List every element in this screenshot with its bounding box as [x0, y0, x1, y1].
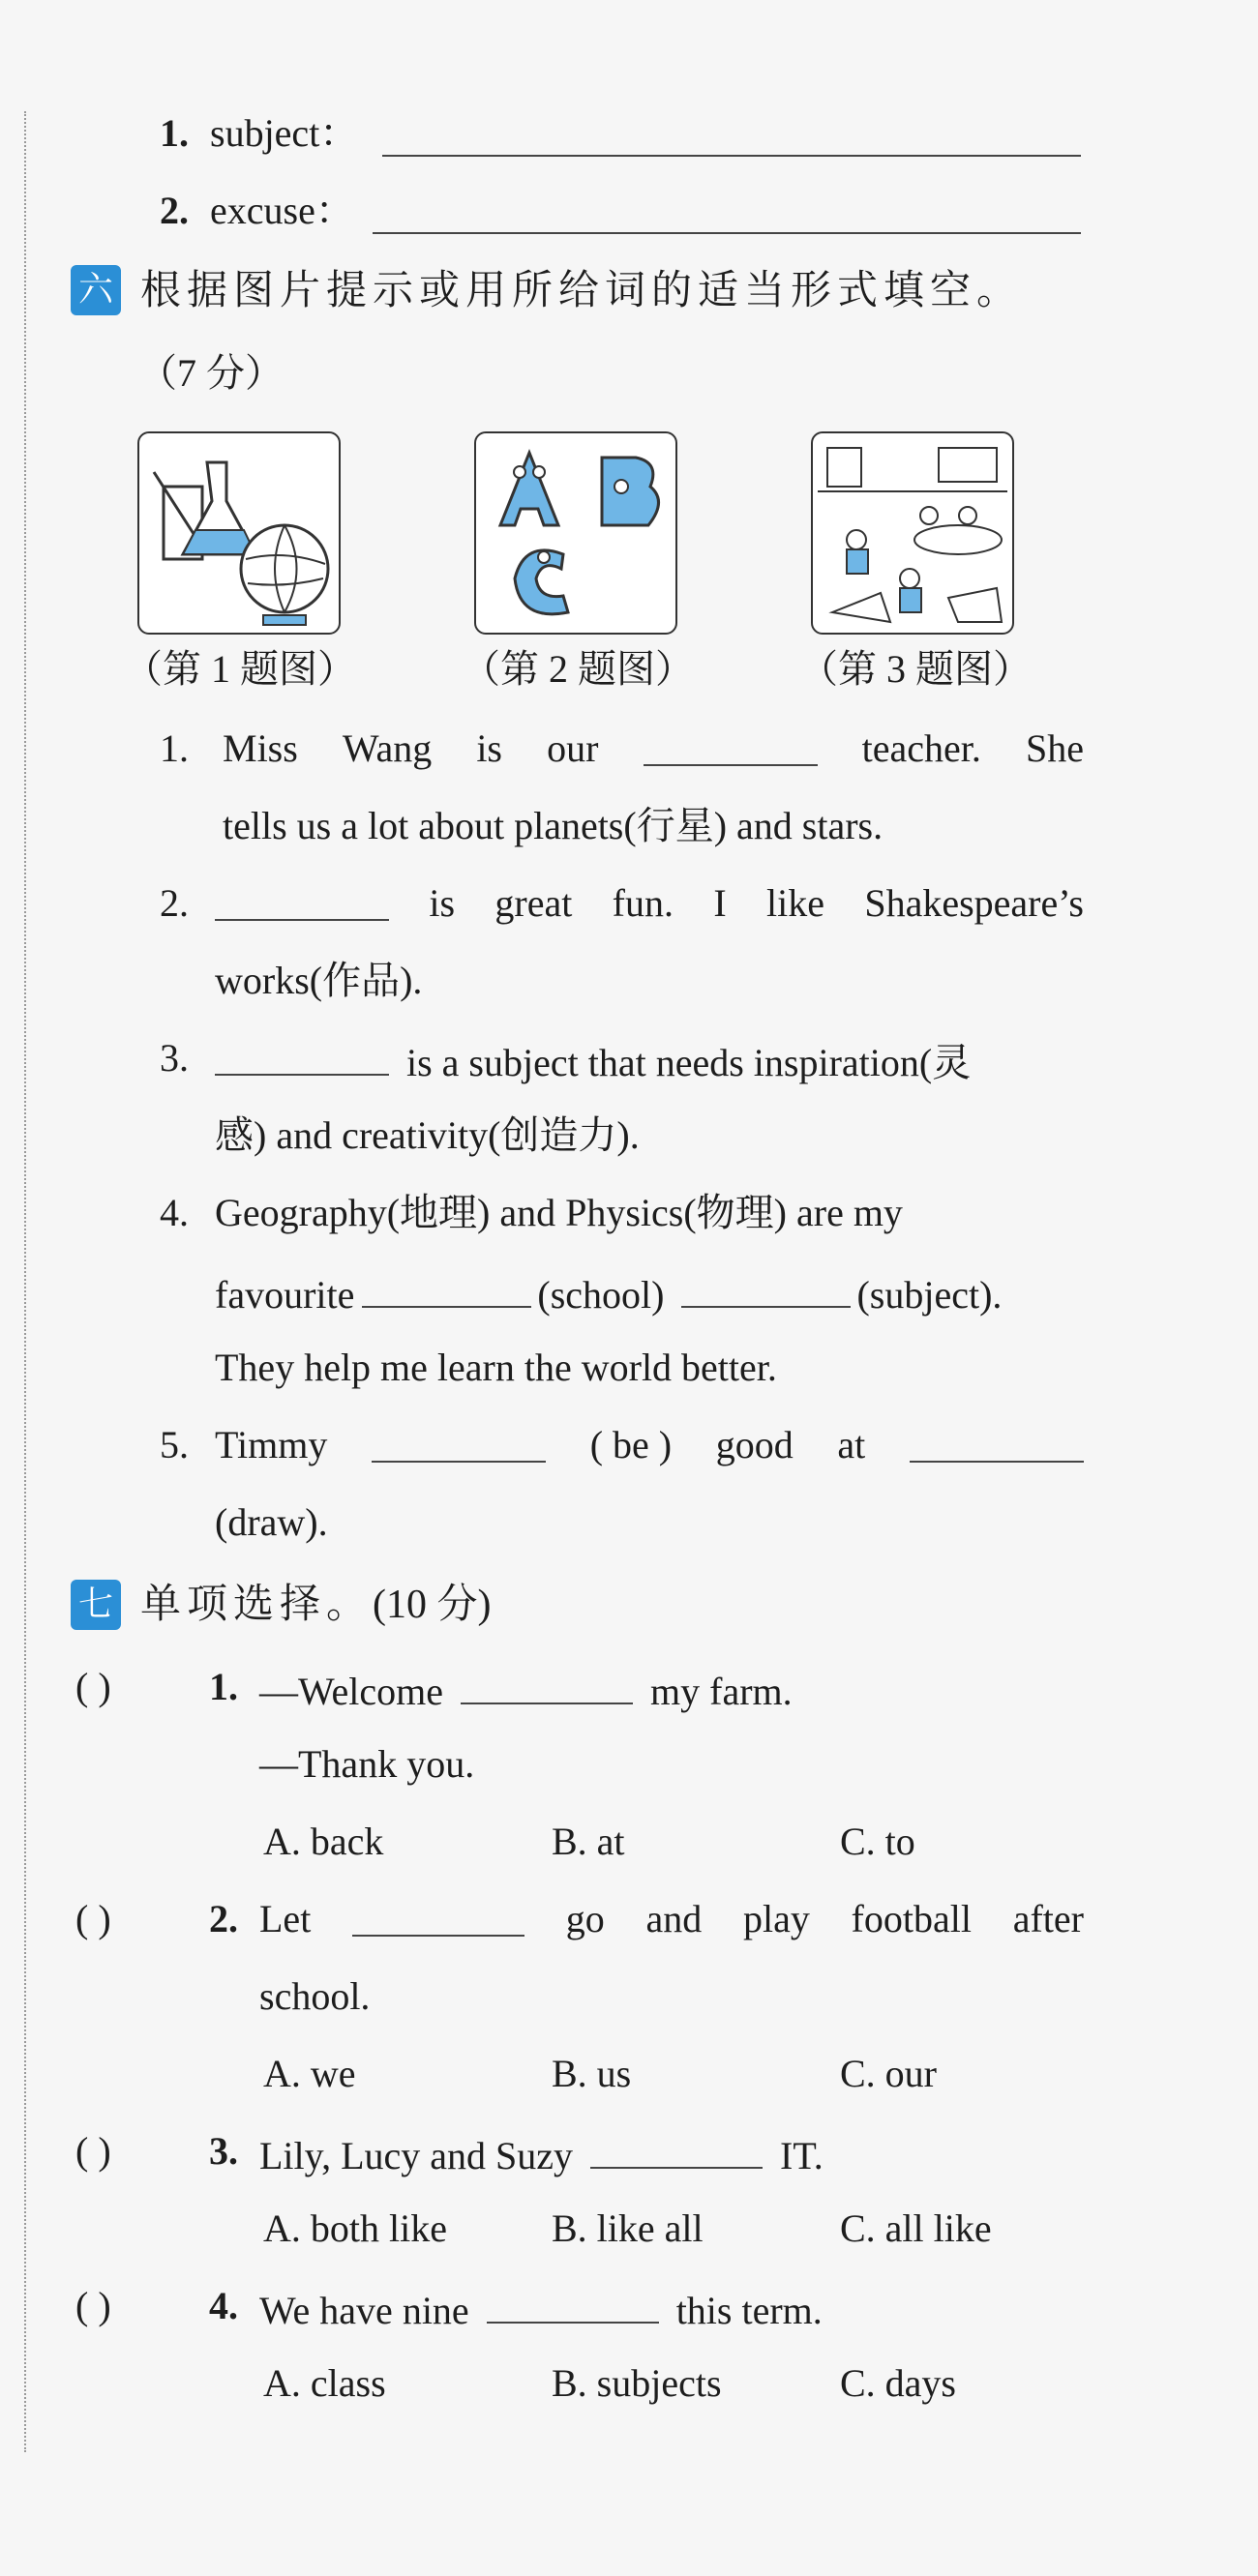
- word: Shakespeare’s: [864, 881, 1084, 925]
- word: fun.: [612, 881, 674, 925]
- answer-paren-2[interactable]: ( ): [75, 1897, 111, 1940]
- alphabet-letters-icon: [476, 433, 675, 633]
- s7-q1-option-b[interactable]: B. at: [552, 1820, 625, 1863]
- s6-q4-number: 4.: [160, 1191, 189, 1234]
- s6-q3-line2: 感) and creativity(创造力).: [215, 1113, 640, 1157]
- word: this term.: [675, 2289, 823, 2332]
- vocab-word: excuse：: [210, 189, 354, 232]
- section-6-score: （7 分）: [138, 351, 284, 395]
- s6-q2-number: 2.: [160, 881, 189, 925]
- section-badge-7: 七: [71, 1580, 121, 1630]
- s6-q4-line1: Geography(地理) and Physics(物理) are my: [215, 1191, 903, 1234]
- s7-q3-option-b[interactable]: B. like all: [552, 2206, 704, 2250]
- s7-q3-option-a[interactable]: A. both like: [263, 2206, 447, 2250]
- answer-paren-1[interactable]: ( ): [75, 1665, 111, 1708]
- answer-line-2[interactable]: [373, 232, 1081, 234]
- word: great: [494, 881, 573, 925]
- word: Miss: [223, 726, 298, 770]
- s6-q1-line1: [223, 724, 1084, 774]
- s7-q2-option-a[interactable]: A. we: [263, 2052, 356, 2095]
- section-badge-6: 六: [71, 265, 121, 315]
- science-lab-icon: [139, 433, 339, 633]
- s7-q1-option-c[interactable]: C. to: [840, 1820, 915, 1863]
- answer-blank[interactable]: [461, 1662, 633, 1704]
- s6-q4-line3: They help me learn the world better.: [215, 1346, 777, 1389]
- picture-art-class: [811, 431, 1014, 635]
- item-number: 1.: [209, 1665, 238, 1708]
- s7-q2-number: [209, 1894, 259, 1944]
- answer-line-1[interactable]: [382, 155, 1081, 157]
- s6-q1-line2: tells us a lot about planets(行星) and stars.: [223, 804, 884, 847]
- word: play: [742, 1897, 810, 1940]
- answer-blank[interactable]: [487, 2281, 659, 2324]
- answer-blank[interactable]: [362, 1265, 531, 1308]
- binding-margin-line: [24, 111, 26, 2452]
- answer-blank[interactable]: [590, 2126, 763, 2169]
- s7-q2-option-b[interactable]: B. us: [552, 2052, 632, 2095]
- item-number: 3.: [209, 2129, 238, 2173]
- answer-paren-4[interactable]: ( ): [75, 2284, 111, 2327]
- answer-blank[interactable]: [215, 878, 389, 921]
- word: I: [713, 881, 727, 925]
- s7-q3-number: [209, 2126, 259, 2176]
- word: We have nine: [259, 2289, 469, 2332]
- word: is: [476, 726, 502, 770]
- s7-q4-line1: [259, 2281, 823, 2336]
- s7-q2-line1: [259, 1894, 1084, 1944]
- word: —Welcome: [259, 1670, 444, 1713]
- s6-q3-line1: [215, 1033, 971, 1088]
- answer-blank[interactable]: [644, 724, 818, 766]
- item-number: 2.: [209, 1897, 238, 1940]
- s6-q4-line2: [215, 1265, 1002, 1320]
- art-class-icon: [813, 433, 1012, 633]
- s7-q4-option-b[interactable]: B. subjects: [552, 2361, 722, 2405]
- picture-alphabet: [474, 431, 677, 635]
- answer-blank[interactable]: [681, 1265, 851, 1308]
- picture-science: [137, 431, 341, 635]
- answer-blank[interactable]: [352, 1894, 524, 1937]
- hint: ( be ): [589, 1423, 673, 1466]
- s6-q2-line1: [215, 878, 1084, 929]
- s6-q5-line1: [215, 1420, 1084, 1470]
- s7-q2-line2: school.: [259, 1974, 371, 2018]
- word: and: [645, 1897, 703, 1940]
- s6-q1-number: 1.: [160, 726, 189, 770]
- word: IT.: [780, 2134, 824, 2177]
- item-number: 4.: [209, 2284, 238, 2327]
- word: Lily, Lucy and Suzy: [259, 2134, 574, 2177]
- item-number: 1.: [160, 111, 189, 155]
- s7-q2-option-c[interactable]: C. our: [840, 2052, 937, 2095]
- word: favourite: [215, 1273, 355, 1317]
- s7-q4-option-a[interactable]: A. class: [263, 2361, 386, 2405]
- word: She: [1025, 726, 1084, 770]
- s7-q1-option-a[interactable]: A. back: [263, 1820, 384, 1863]
- word: my farm.: [650, 1670, 793, 1713]
- vocab-word: subject：: [210, 111, 359, 155]
- s7-q4-option-c[interactable]: C. days: [840, 2361, 956, 2405]
- s6-q5-line2: (draw).: [215, 1500, 328, 1544]
- s6-q3-number: 3.: [160, 1036, 189, 1080]
- item-number: 2.: [160, 189, 189, 232]
- answer-blank[interactable]: [910, 1420, 1084, 1463]
- section-7-title-text: 单项选择。: [140, 1580, 374, 1627]
- word: go: [565, 1897, 605, 1940]
- caption-3: （第 3 题图）: [799, 647, 1032, 691]
- s7-q3-line1: [259, 2126, 824, 2181]
- vocab-item-1: [160, 108, 358, 159]
- section-7-score: (10 分): [373, 1583, 492, 1627]
- word: at: [837, 1423, 866, 1466]
- word: our: [547, 726, 599, 770]
- caption-1: （第 1 题图）: [124, 647, 356, 691]
- s7-q4-number: [209, 2281, 259, 2331]
- s7-q1-line1: [259, 1662, 793, 1717]
- word: Wang: [342, 726, 433, 770]
- section-6-title: 根据图片提示或用所给词的适当形式填空。: [140, 266, 1024, 313]
- answer-blank[interactable]: [372, 1420, 546, 1463]
- answer-blank[interactable]: [215, 1033, 389, 1076]
- word: Let: [259, 1897, 312, 1940]
- word: good: [715, 1423, 794, 1466]
- s7-q1-number: [209, 1662, 259, 1712]
- s7-q3-option-c[interactable]: C. all like: [840, 2206, 992, 2250]
- word: teacher.: [861, 726, 981, 770]
- hint: (school): [537, 1273, 665, 1317]
- s7-q1-line2: —Thank you.: [259, 1742, 475, 1786]
- vocab-item-2: [160, 186, 354, 236]
- sentence: is a subject that needs inspiration(灵: [406, 1041, 972, 1084]
- s6-q2-line2: works(作品).: [215, 959, 423, 1002]
- word: after: [1012, 1897, 1084, 1940]
- word: is: [429, 881, 456, 925]
- answer-paren-3[interactable]: ( ): [75, 2129, 111, 2173]
- s6-q5-number: 5.: [160, 1423, 189, 1466]
- word: football: [851, 1897, 972, 1940]
- word: Timmy: [215, 1423, 328, 1466]
- word: like: [766, 881, 824, 925]
- hint: (subject).: [856, 1273, 1003, 1317]
- caption-2: （第 2 题图）: [462, 647, 694, 691]
- section-7-title: [140, 1575, 492, 1634]
